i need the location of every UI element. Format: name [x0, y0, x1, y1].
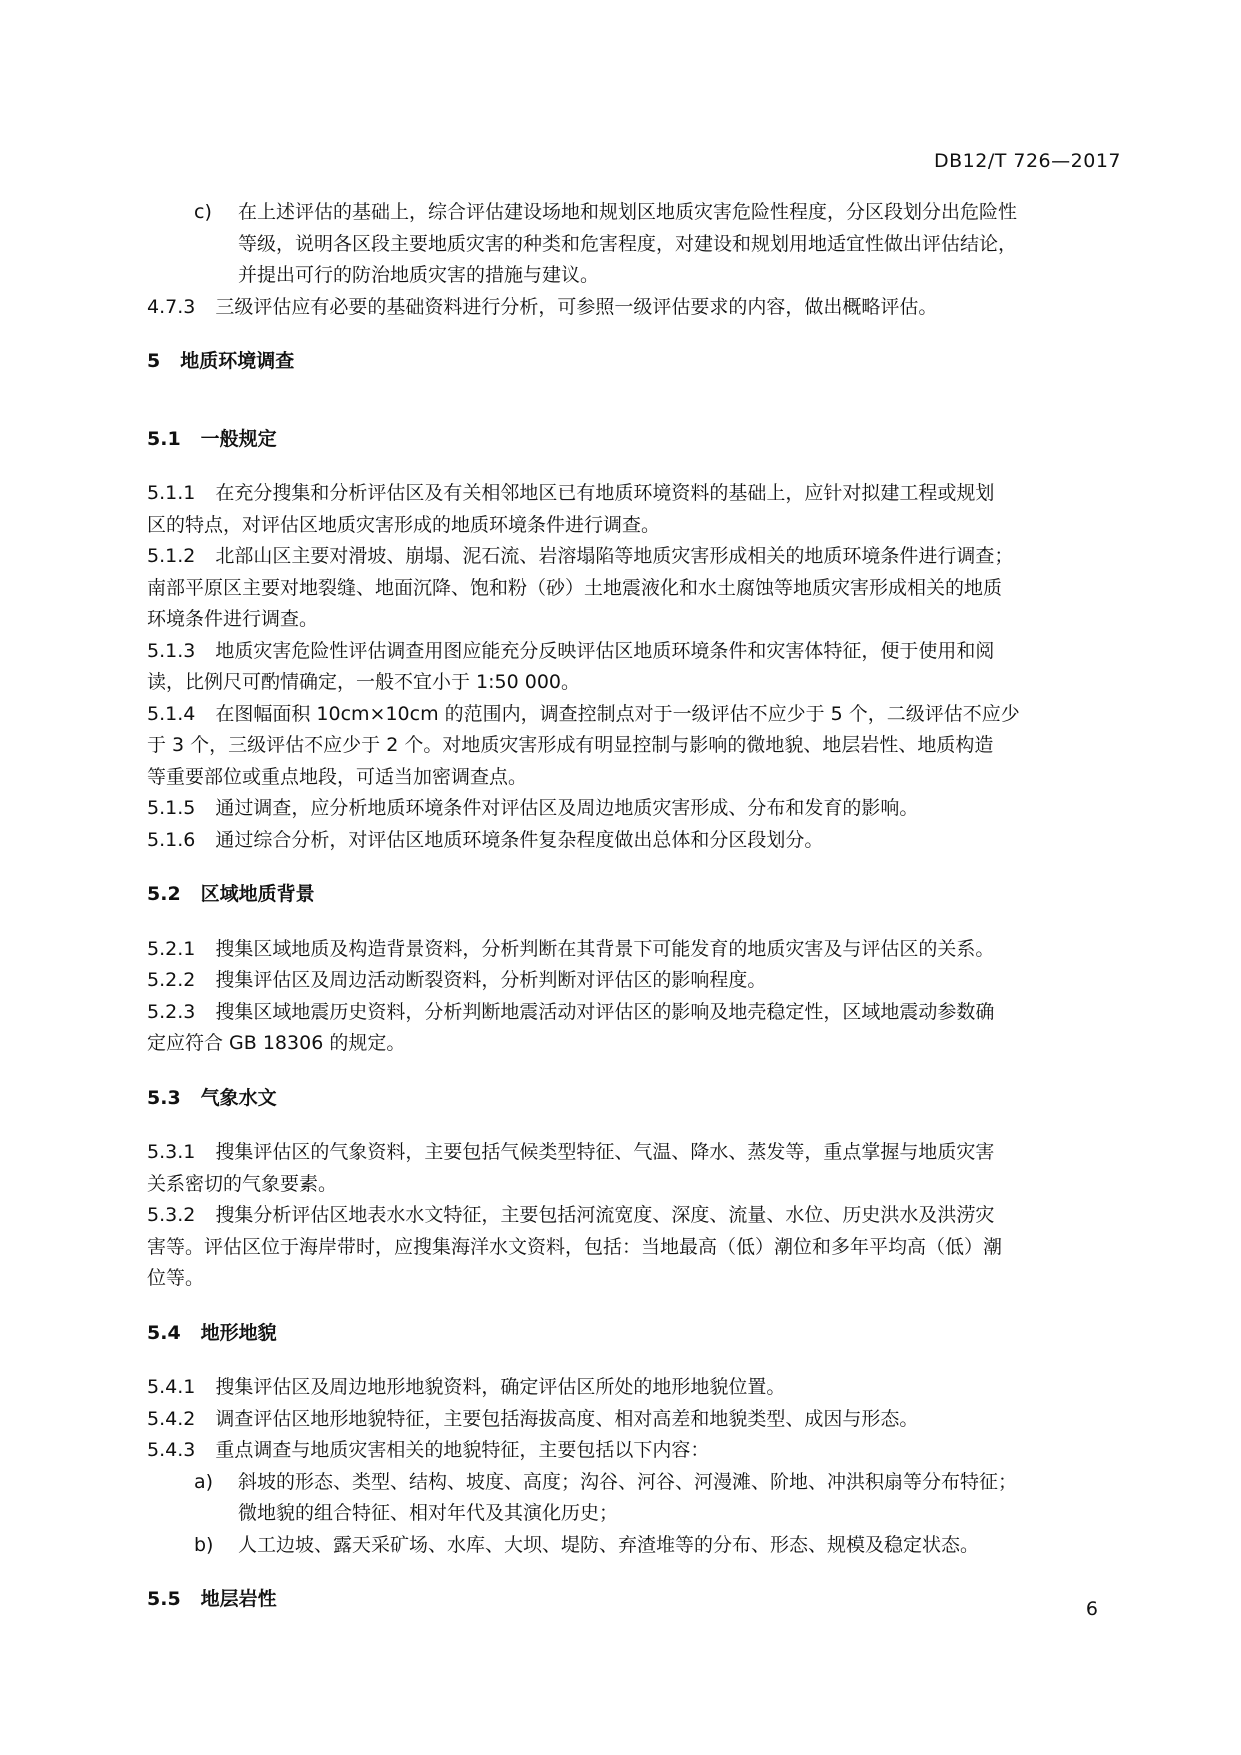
list-item-text [238, 1530, 1117, 1562]
text-line [147, 292, 1117, 324]
clause-text: 通过调查，应分析地质环境条件对评估区及周边地质灾害形成、分布和发育的影响。 [215, 797, 919, 819]
clause-number: 5.1.4 [147, 702, 196, 725]
text-line: 并提出可行的防治地质灾害的措施与建议。 [238, 264, 600, 286]
text-line: 位等。 [147, 1267, 205, 1289]
text-line [147, 699, 1117, 731]
clause-paragraph [147, 934, 1117, 966]
clause-paragraph [147, 1404, 1117, 1436]
list-item-label: b) [194, 1533, 214, 1556]
section-heading [147, 1584, 1117, 1616]
clause-text: 重点调查与地质灾害相关的地貌特征，主要包括以下内容： [215, 1439, 710, 1461]
spacer [147, 378, 1117, 401]
section-title: 一般规定 [200, 427, 277, 450]
section-number: 5.3 [147, 1086, 181, 1109]
clause-text: 搜集评估区及周边地形地貌资料，确定评估区所处的地形地貌位置。 [215, 1376, 786, 1398]
clause-text: 地质灾害危险性评估调查用图应能充分反映评估区地质环境条件和灾害体特征，便于使用和阅 [215, 639, 995, 662]
clause-paragraph [147, 1137, 1117, 1200]
text-line: 环境条件进行调查。 [147, 608, 319, 630]
spacer [147, 1114, 1117, 1137]
page-number: 6 [1085, 1598, 1098, 1620]
clause-number: 5.4.3 [147, 1439, 196, 1461]
clause-text: 三级评估应有必要的基础资料进行分析，可参照一级评估要求的内容，做出概略评估。 [215, 295, 938, 318]
clause-text: 搜集区域地质及构造背景资料，分析判断在其背景下可能发育的地质灾害及与评估区的关系。 [215, 937, 995, 960]
spacer [147, 1349, 1117, 1372]
clause-paragraph [147, 699, 1117, 794]
text-line: 区的特点，对评估区地质灾害形成的地质环境条件进行调查。 [147, 513, 661, 536]
clause-text: 在充分搜集和分析评估区及有关相邻地区已有地质环境资料的基础上，应针对拟建工程或规划 [215, 482, 995, 504]
text-line [147, 478, 1117, 510]
section-heading [147, 1083, 1117, 1115]
clause-paragraph [147, 478, 1117, 541]
text-line [147, 934, 1117, 966]
section-heading [147, 879, 1117, 911]
text-line: 斜坡的形态、类型、结构、坡度、高度；沟谷、河谷、河漫滩、阶地、冲洪积扇等分布特征； [238, 1470, 1018, 1493]
text-line [147, 636, 1117, 668]
list-item [147, 1530, 1117, 1562]
section-title: 地质环境调查 [180, 350, 295, 372]
section-heading [147, 346, 1117, 378]
clause-number: 5.1.2 [147, 545, 196, 567]
clause-number: 5.1.1 [147, 482, 196, 504]
clause-number: 5.1.3 [147, 639, 196, 662]
text-line [147, 541, 1117, 573]
text-line: 读，比例尺可酌情确定，一般不宜小于 1:50 000。 [147, 671, 581, 693]
section-title: 地层岩性 [200, 1588, 277, 1610]
list-item-label: a) [194, 1470, 214, 1493]
clause-paragraph [147, 292, 1117, 324]
text-line: 微地貌的组合特征、相对年代及其演化历史； [238, 1502, 619, 1524]
clause-text: 搜集评估区及周边活动断裂资料，分析判断对评估区的影响程度。 [215, 969, 767, 991]
text-line [147, 965, 1117, 997]
section-number: 5.1 [147, 427, 181, 450]
document-body [147, 197, 1117, 1616]
clause-paragraph [147, 1200, 1117, 1295]
list-item-text [238, 1467, 1117, 1530]
clause-text: 通过综合分析，对评估区地质环境条件复杂程度做出总体和分区段划分。 [215, 828, 824, 851]
clause-text: 搜集评估区的气象资料，主要包括气候类型特征、气温、降水、蒸发等，重点掌握与地质灾害 [215, 1141, 995, 1163]
text-line: 等级，说明各区段主要地质灾害的种类和危害程度，对建设和规划用地适宜性做出评估结论， [238, 232, 1018, 255]
clause-number: 5.4.1 [147, 1376, 196, 1398]
clause-number: 5.4.2 [147, 1407, 196, 1430]
text-line [147, 1137, 1117, 1169]
text-line [147, 1404, 1117, 1436]
clause-paragraph [147, 541, 1117, 636]
text-line: 等重要部位或重点地段，可适当加密调查点。 [147, 765, 528, 788]
section-number: 5.5 [147, 1588, 181, 1610]
text-line [147, 1372, 1117, 1404]
clause-text: 搜集分析评估区地表水水文特征，主要包括河流宽度、深度、流量、水位、历史洪水及洪涝灾 [215, 1204, 995, 1226]
clause-number: 5.2.2 [147, 969, 196, 991]
clause-paragraph [147, 1372, 1117, 1404]
clause-number: 5.1.6 [147, 828, 196, 851]
clause-paragraph [147, 965, 1117, 997]
clause-number: 4.7.3 [147, 295, 196, 318]
section-heading [147, 424, 1117, 456]
spacer [147, 455, 1117, 478]
list-item [147, 197, 1117, 292]
text-line: 于 3 个，三级评估不应少于 2 个。对地质灾害形成有明显控制与影响的微地貌、地层岩性、地质构造 [147, 734, 994, 756]
clause-paragraph [147, 1435, 1117, 1467]
text-line [147, 1200, 1117, 1232]
list-item-text [238, 197, 1117, 292]
clause-number: 5.3.2 [147, 1204, 196, 1226]
text-line: 南部平原区主要对地裂缝、地面沉降、饱和粉（砂）土地震液化和水土腐蚀等地质灾害形成相关的地质 [147, 576, 1003, 599]
text-line: 关系密切的气象要素。 [147, 1172, 338, 1195]
text-line [147, 1435, 1117, 1467]
clause-number: 5.1.5 [147, 797, 196, 819]
text-line: 人工边坡、露天采矿场、水库、大坝、堤防、弃渣堆等的分布、形态、规模及稳定状态。 [238, 1533, 980, 1556]
clause-paragraph [147, 793, 1117, 825]
clause-text: 调查评估区地形地貌特征，主要包括海拔高度、相对高差和地貌类型、成因与形态。 [215, 1407, 919, 1430]
clause-number: 5.2.3 [147, 1000, 196, 1023]
section-title: 气象水文 [200, 1086, 277, 1109]
clause-number: 5.2.1 [147, 937, 196, 960]
section-heading [147, 1318, 1117, 1350]
section-title: 地形地貌 [200, 1321, 277, 1344]
text-line: 害等。评估区位于海岸带时，应搜集海洋水文资料，包括：当地最高（低）潮位和多年平均高（低）潮 [147, 1235, 1003, 1258]
text-line: 定应符合 GB 18306 的规定。 [147, 1032, 406, 1054]
clause-number: 5.3.1 [147, 1141, 196, 1163]
list-item-label: c) [194, 201, 212, 223]
clause-paragraph [147, 997, 1117, 1060]
spacer [147, 911, 1117, 934]
section-number: 5.4 [147, 1321, 181, 1344]
clause-paragraph [147, 636, 1117, 699]
text-line [147, 793, 1117, 825]
clause-paragraph [147, 825, 1117, 857]
section-number: 5.2 [147, 883, 181, 905]
clause-text: 搜集区域地震历史资料，分析判断地震活动对评估区的影响及地壳稳定性，区域地震动参数确 [215, 1000, 995, 1023]
text-line: 在上述评估的基础上，综合评估建设场地和规划区地质灾害危险性程度，分区段划分出危险性 [238, 201, 1018, 223]
clause-text: 在图幅面积 10cm×10cm 的范围内，调查控制点对于一级评估不应少于 5 个，二级评估不应少 [215, 702, 1020, 725]
section-title: 区域地质背景 [200, 883, 315, 905]
document-code: DB12/T 726—2017 [933, 150, 1121, 172]
text-line [147, 997, 1117, 1029]
list-item [147, 1467, 1117, 1530]
section-number: 5 [147, 350, 161, 372]
text-line [147, 825, 1117, 857]
clause-text: 北部山区主要对滑坡、崩塌、泥石流、岩溶塌陷等地质灾害形成相关的地质环境条件进行调查； [215, 545, 1014, 567]
